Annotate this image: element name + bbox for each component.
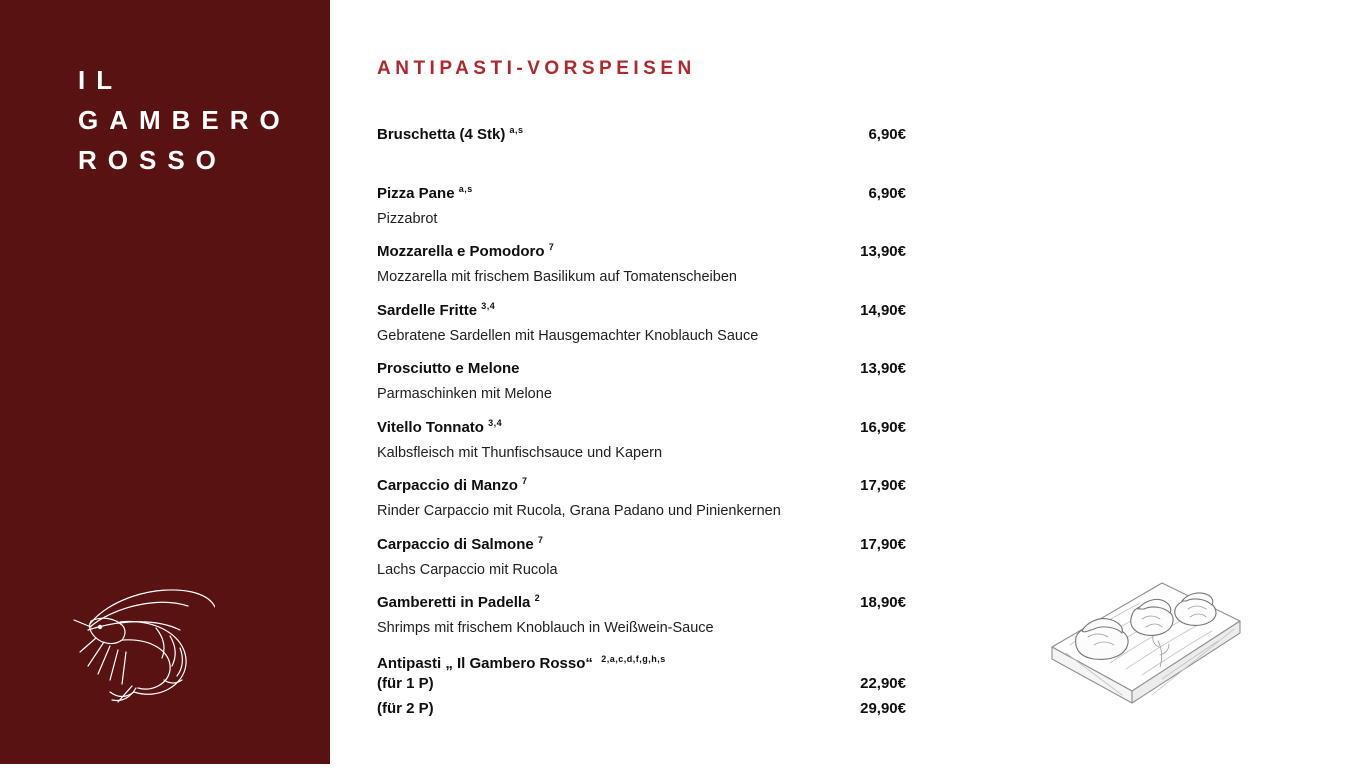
menu-item — [377, 413, 906, 472]
item-price: 16,90€ — [860, 418, 906, 436]
item-price: 13,90€ — [860, 360, 906, 377]
allergen-superscript: 3,4 — [481, 300, 496, 311]
item-price: 17,90€ — [860, 535, 906, 553]
allergen-superscript: 7 — [522, 476, 528, 486]
allergen-superscript: 3,4 — [488, 417, 503, 428]
allergen-superscript: a,s — [509, 125, 524, 135]
menu-item — [377, 120, 906, 179]
item-name: Carpaccio di Manzo $^7$ — [377, 476, 528, 494]
item-price: 18,90€ — [860, 594, 906, 611]
item-description: Gebratene Sardellen mit Hausgemachter Knoblauch Sauce — [377, 327, 759, 344]
allergen-superscript: 2 — [534, 593, 541, 603]
item-name: Sardelle Fritte $^{3,4}$ — [377, 300, 496, 319]
menu-item — [377, 179, 906, 238]
item-description: Pizzabrot — [377, 210, 438, 227]
menu-item — [377, 354, 906, 413]
sidebar — [0, 0, 330, 764]
section-heading: ANTIPASTI-VORSPEISEN — [377, 58, 696, 79]
variant-label: (für 1 P) — [377, 674, 434, 692]
combo-variant — [377, 674, 906, 700]
item-name: Pizza Pane $^{a,s}$ — [377, 183, 473, 202]
menu-item — [377, 296, 906, 355]
menu-item — [377, 471, 906, 530]
allergen-superscript: 2,a,c,d,f,g,h,s — [601, 653, 666, 664]
combo-name: Antipasti „ Il Gambero Rosso“ $^{2,a,c,d,f,g,h,s}$ — [377, 653, 666, 672]
allergen-superscript: a,s — [458, 183, 473, 194]
item-name: Vitello Tonnato $^{3,4}$ — [377, 417, 503, 436]
combo-variant — [377, 699, 906, 725]
item-description: Parmaschinken mit Melone — [377, 386, 552, 402]
item-price: 14,90€ — [860, 301, 906, 319]
item-description: Rinder Carpaccio mit Rucola, Grana Padano und Pinienkernen — [377, 503, 781, 519]
menu-page — [330, 0, 1366, 768]
allergen-superscript: 7 — [548, 242, 555, 252]
combo-item — [377, 649, 906, 725]
menu-item — [377, 237, 906, 296]
variant-price: 29,90€ — [860, 700, 906, 717]
brand-title — [78, 60, 291, 180]
item-description: Lachs Carpaccio mit Rucola — [377, 561, 558, 578]
menu-item — [377, 530, 906, 589]
item-price: 13,90€ — [860, 243, 906, 260]
item-name: Carpaccio di Salmone $^7$ — [377, 534, 544, 553]
bruschetta-board-icon — [1042, 545, 1247, 712]
item-name: Prosciutto e Melone — [377, 360, 520, 377]
item-name: Mozzarella e Pomodoro $^7$ — [377, 242, 555, 260]
item-description: Mozzarella mit frischem Basilikum auf Tomatenscheiben — [377, 269, 737, 285]
item-price: 6,90€ — [868, 126, 906, 143]
menu-list — [377, 120, 906, 725]
brand-line-1: IL — [78, 65, 124, 95]
brand-line-3: ROSSO — [78, 145, 227, 175]
item-price: 17,90€ — [860, 477, 906, 494]
variant-price: 22,90€ — [860, 674, 906, 692]
shrimp-icon — [60, 580, 215, 710]
item-name: Gamberetti in Padella $^2$ — [377, 593, 541, 611]
item-description: Kalbsfleisch mit Thunfischsauce und Kapern — [377, 444, 663, 461]
allergen-superscript: 7 — [537, 534, 544, 545]
menu-item — [377, 588, 906, 647]
variant-label: (für 2 P) — [377, 700, 434, 717]
brand-line-2: GAMBERO — [78, 105, 291, 135]
item-description: Shrimps mit frischem Knoblauch in Weißwein-Sauce — [377, 620, 714, 636]
item-name: Bruschetta (4 Stk) $^{a,s}$ — [377, 125, 524, 143]
item-price: 6,90€ — [868, 184, 906, 202]
